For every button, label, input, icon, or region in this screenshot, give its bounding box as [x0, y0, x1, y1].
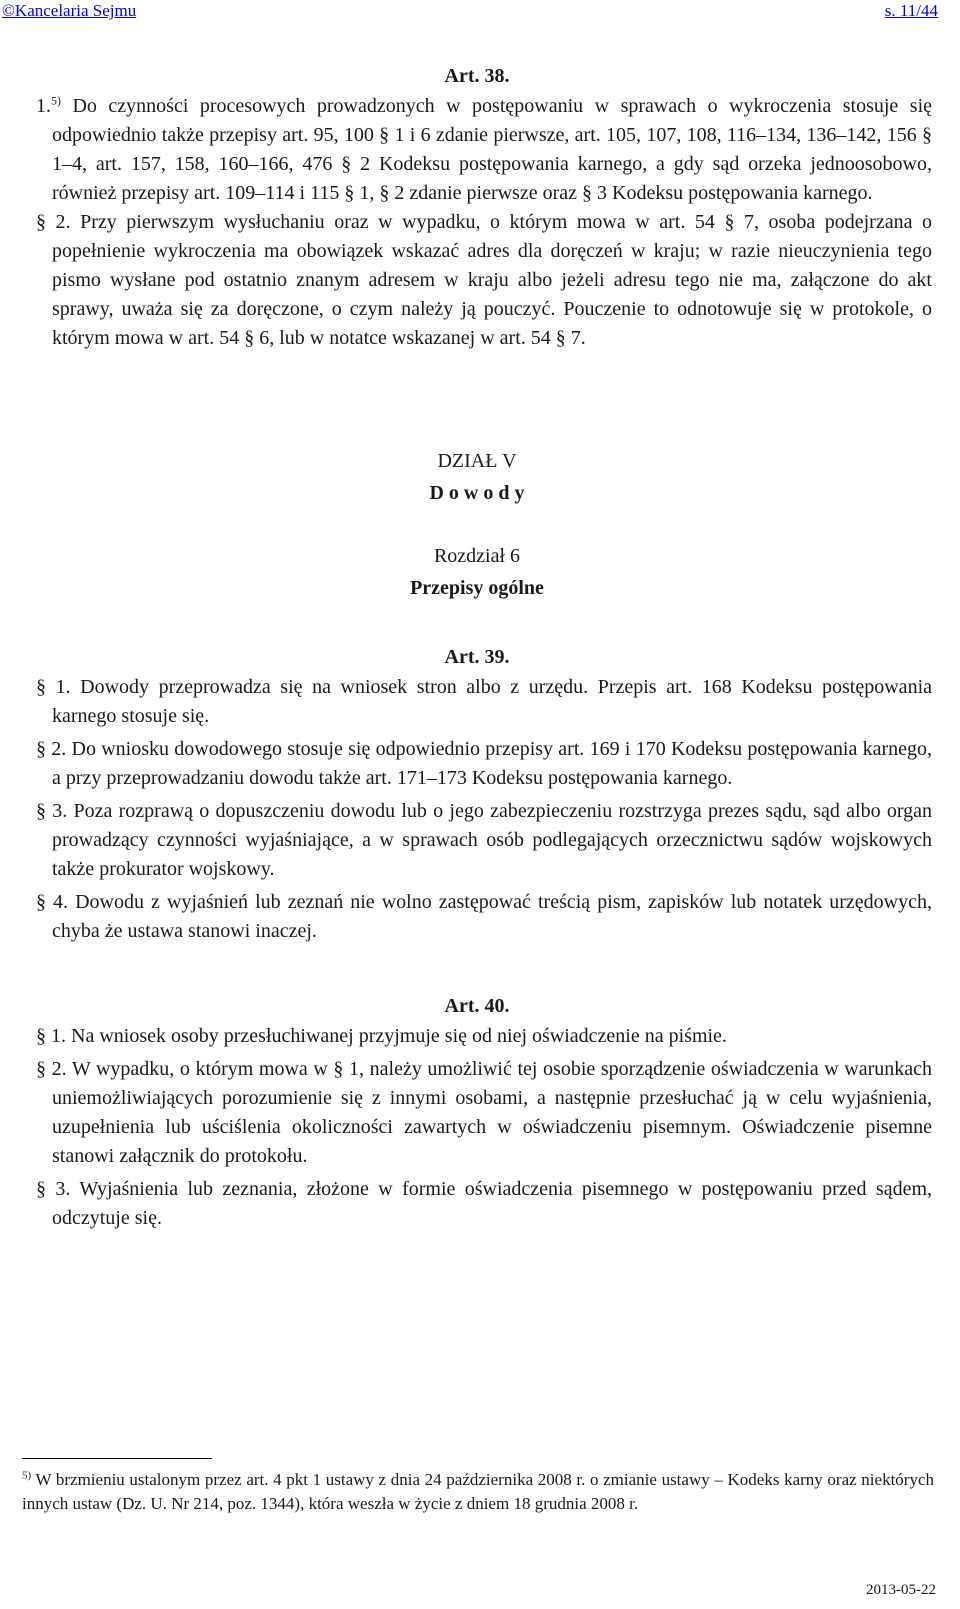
- footer-date: 2013-05-22: [866, 1582, 936, 1598]
- para-text: Przy pierwszym wysłuchaniu oraz w wypadku, o którym mowa w art. 54 § 7, osoba podejrzana o popełnienie wykroczenia ma obowiązek wskazać adres dla doręczeń w kraju; w razie nieuczynienia tego pismo wysłane pod ostatnio znanym adresem w kraju albo jeżeli adresu tego nie ma, załączone do akt sprawy, uważa się za doręczone, o czym należy ją pouczyć. Pouczenie to odnotowuje się w protokole, o którym mowa w art. 54 § 6, lub w notatce wskazanej w art. 54 § 7.: [52, 211, 932, 349]
- footnote-divider: [22, 1458, 212, 1459]
- footnote-text: W brzmieniu ustalonym przez art. 4 pkt 1 ustawy z dnia 24 października 2008 r. o zmianie ustawy – Kodeks karny oraz niektórych innych ustaw (Dz. U. Nr 214, poz. 1344), która weszła w życie z dniem 18 grudnia 2008 r.: [22, 1470, 934, 1513]
- para-text: Dowody przeprowadza się na wniosek stron albo z urzędu. Przepis art. 168 Kodeksu postępowania karnego stosuje się.: [52, 676, 932, 727]
- art-38-title: Art. 38.: [444, 65, 510, 87]
- footnote-number: 5): [22, 1469, 32, 1482]
- footnote-ref[interactable]: 5): [51, 93, 61, 108]
- source-link[interactable]: ©Kancelaria Sejmu: [2, 1, 137, 20]
- para-number: § 1.: [36, 676, 71, 698]
- art-40-paragraphs: [22, 1022, 932, 1233]
- para-number: § 2.: [36, 211, 71, 233]
- para-text: Do czynności procesowych prowadzonych w postępowaniu w sprawach o wykroczenia stosuje się odpowiednio także przepisy art. 95, 100 § 1 i 6 zdanie pierwsze, art. 105, 107, 108, 116–134, 136–142, 156 § 1–4, art. 157, 158, 160–166, 476 § 2 Kodeksu postępowania karnego, a gdy sąd orzeka jednoosobowo, również przepisy art. 109–114 i 115 § 1, § 2 zdanie pierwsze oraz § 3 Kodeksu postępowania karnego.: [52, 95, 932, 204]
- art-39-para-2: [22, 735, 932, 793]
- para-text: W wypadku, o którym mowa w § 1, należy umożliwić tej osobie sporządzenie oświadczenia w warunkach uniemożliwiających porozumienie się z innymi osobami, a następnie przesłuchać ją w celu wyjaśnienia, uzupełnienia lub uściślenia okoliczności zawartych w oświadczeniu pisemnym. Oświadczenie pisemne stanowi załącznik do protokołu.: [52, 1058, 932, 1167]
- para-text: Poza rozprawą o dopuszczeniu dowodu lub o jego zabezpieczeniu rozstrzyga prezes sądu, sąd albo organ prowadzący czynności wyjaśniające, a w sprawach osób podlegających orzecznictwu sądów wojskowych także prokurator wojskowy.: [52, 800, 933, 880]
- art-38-para-2: [22, 208, 932, 353]
- para-number: § 1.: [36, 1025, 66, 1047]
- para-number: § 3.: [36, 800, 68, 822]
- para-number: 1.: [36, 95, 51, 117]
- art-39-paragraphs: [22, 673, 932, 946]
- para-number: § 2.: [36, 738, 67, 760]
- art-40-para-2: [22, 1055, 932, 1171]
- art-39-para-3: [22, 797, 932, 884]
- para-number: § 3.: [36, 1178, 71, 1200]
- para-number: § 4.: [36, 891, 69, 913]
- page-header: [0, 0, 960, 24]
- dzial-title: D o w o d y: [429, 482, 525, 504]
- para-text: Dowodu z wyjaśnień lub zeznań nie wolno zastępować treścią pism, zapisków lub notatek urzędowych, chyba że ustawa stanowi inaczej.: [52, 891, 932, 942]
- para-text: Wyjaśnienia lub zeznania, złożone w formie oświadczenia pisemnego w postępowaniu przed sądem, odczytuje się.: [52, 1178, 933, 1229]
- page-number: s. 11/44: [884, 1, 938, 20]
- art-40-para-3: [22, 1175, 932, 1233]
- art-40-title: Art. 40.: [444, 995, 510, 1017]
- art-39-para-4: [22, 888, 932, 946]
- para-text: Do wniosku dowodowego stosuje się odpowiednio przepisy art. 169 i 170 Kodeksu postępowania karnego, a przy przeprowadzaniu dowodu także art. 171–173 Kodeksu postępowania karnego.: [52, 738, 933, 789]
- art-39-title: Art. 39.: [444, 646, 510, 668]
- rozdzial-heading: Rozdział 6: [433, 545, 521, 567]
- para-text: Na wniosek osoby przesłuchiwanej przyjmuje się od niej oświadczenie na piśmie.: [66, 1025, 727, 1047]
- para-number: § 2.: [36, 1058, 67, 1080]
- document-body: [22, 60, 934, 1513]
- art-40-para-1: [22, 1022, 932, 1051]
- dzial-heading: DZIAŁ V: [437, 450, 517, 472]
- rozdzial-title: Przepisy ogólne: [410, 577, 544, 599]
- art-38-para-1: [22, 92, 932, 208]
- art-39-para-1: [22, 673, 932, 731]
- footnote: [22, 1468, 934, 1516]
